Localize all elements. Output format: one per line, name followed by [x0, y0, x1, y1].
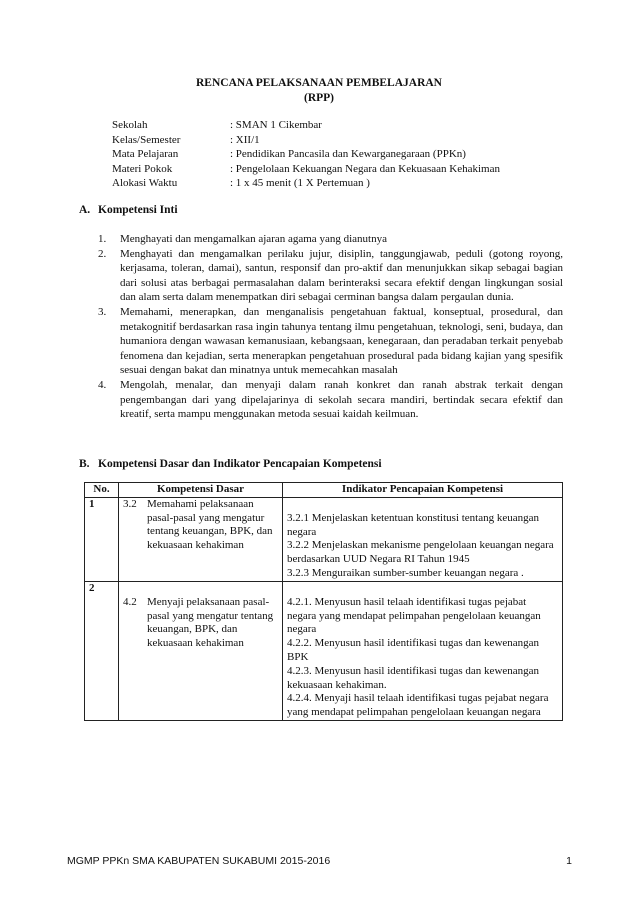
document-subtitle: (RPP) — [303, 92, 334, 104]
list-item-text: Menghayati dan mengamalkan ajaran agama yang dianutnya — [120, 233, 387, 245]
row-number: 1 — [85, 497, 119, 581]
list-item — [79, 378, 563, 422]
list-item-number: 2. — [98, 247, 107, 260]
kd-code: 4.2 — [123, 595, 137, 608]
kd-cell — [119, 581, 283, 720]
page-number: 1 — [566, 855, 572, 867]
identity-row — [112, 133, 500, 148]
page-footer — [67, 855, 572, 867]
section-title: Kompetensi Dasar dan Indikator Pencapaian Kompetensi — [98, 458, 382, 470]
list-item-number: 4. — [98, 378, 107, 391]
indicator-item: 4.2.2. Menyusun hasil identifikasi tugas dan kewenangan BPK — [287, 637, 540, 663]
identity-value: : Pengelolaan Kekuangan Negara dan Kekuasaan Kehakiman — [230, 162, 500, 175]
indicator-cell — [283, 581, 563, 720]
identity-value: : XII/1 — [230, 133, 260, 146]
list-item-number: 1. — [98, 233, 107, 245]
identity-row — [112, 162, 500, 177]
indicator-item: 3.2.1 Menjelaskan ketentuan konstitusi tentang keuangan negara — [287, 511, 540, 538]
kompetensi-inti-list — [79, 232, 563, 422]
indicator-item: 4.2.3. Menyusun hasil identifikasi tugas dan kewenangan kekuasaan kehakiman. — [287, 664, 540, 691]
identity-row — [112, 147, 500, 162]
indicator-cell — [283, 497, 563, 581]
identity-value: : SMAN 1 Cikembar — [230, 119, 322, 131]
list-item — [79, 305, 563, 378]
table-row — [85, 497, 563, 581]
column-header-kd: Kompetensi Dasar — [119, 483, 283, 498]
section-letter: B. — [79, 458, 90, 470]
identity-label: Kelas/Semester — [112, 133, 181, 146]
list-item-text: Menghayati dan mengamalkan perilaku jujur, disiplin, tanggungjawab, peduli (gotong royong, kerjasama, toleran, damai), santun, responsif dan pro-aktif dan menunjukkan sikap sebagai bagian dari solusi atas berbagai permasalahan dalam berinteraksi secara efektif dengan lingkungan sosial dan alam serta dalam menempatkan diri sebagai cerminan bangsa dalam pergaulan dunia. — [120, 247, 563, 304]
kd-text: Memahami pelaksanaan pasal-pasal yang mengatur tentang keuangan, BPK, dan kekuasaan kehakiman — [147, 497, 273, 552]
column-header-indikator: Indikator Pencapaian Kompetensi — [283, 483, 563, 498]
identity-label: Mata Pelajaran — [112, 148, 179, 161]
list-item-text: Mengolah, menalar, dan menyaji dalam ranah konkret dan ranah abstrak terkait dengan pengembangan dari yang dipelajarinya di sekolah secara mandiri, bertindak secara efektif dan kreatif, serta mampu menggunakan metoda sesuai kaidah keilmuan. — [120, 378, 563, 421]
list-item-number: 3. — [98, 305, 107, 318]
identity-label: Materi Pokok — [112, 162, 173, 175]
kompetensi-table — [84, 482, 563, 721]
section-b-heading — [79, 458, 382, 470]
kd-cell — [119, 497, 283, 581]
footer-text: MGMP PPKn SMA KABUPATEN SUKABUMI 2015-2016 — [67, 855, 331, 867]
list-item — [79, 247, 563, 305]
identity-row — [112, 118, 500, 133]
table-header-row — [85, 483, 563, 498]
indicator-item: 4.2.1. Menyusun hasil telaah identifikasi tugas pejabat negara yang mendapat pelimpahan pengelolaan keuangan negara — [287, 595, 541, 636]
section-title: Kompetensi Inti — [98, 204, 178, 216]
section-letter: A. — [79, 204, 91, 216]
identity-value: : Pendidikan Pancasila dan Kewarganegaraan (PPKn) — [230, 148, 466, 161]
identity-label: Alokasi Waktu — [112, 177, 178, 190]
kd-code: 3.2 — [123, 497, 137, 510]
indicator-item: 4.2.4. Menyaji hasil telaah identifikasi tugas pejabat negara yang mendapat pelimpahan pengelolaan keuangan negara — [287, 692, 549, 719]
list-item-text: Memahami, menerapkan, dan menganalisis pengetahuan faktual, konseptual, prosedural, dan metakognitif berdasarkan rasa ingin tahunya tentang ilmu pengetahuan, teknologi, seni, budaya, dan humaniora dengan wawasan kemanusiaan, kebangsaan, kenegaraan, dan peradaban terkait penyebab fenomena dan kejadian, serta menerapkan pengetahuan prosedural pada bidang kajian yang spesifik sesuai dengan bakat dan minatnya untuk memecahkan masalah — [120, 305, 563, 377]
list-item — [79, 232, 563, 247]
column-header-no: No. — [85, 483, 119, 498]
identity-block — [112, 118, 500, 191]
section-a-heading — [79, 204, 178, 216]
document-title: RENCANA PELAKSANAAN PEMBELAJARAN — [196, 77, 442, 89]
identity-label: Sekolah — [112, 119, 148, 131]
identity-value: : 1 x 45 menit (1 X Pertemuan ) — [230, 177, 370, 190]
kd-text: Menyaji pelaksanaan pasal-pasal yang mengatur tentang keuangan, BPK, dan kekuasaan kehakiman — [147, 595, 274, 650]
identity-row — [112, 176, 500, 191]
row-number: 2 — [85, 581, 119, 720]
table-row — [85, 581, 563, 720]
indicator-item: 3.2.3 Menguraikan sumber-sumber keuangan negara . — [287, 566, 524, 579]
indicator-item: 3.2.2 Menjelaskan mekanisme pengelolaan keuangan negara berdasarkan UUD Negara RI Tahun 1945 — [287, 539, 554, 566]
